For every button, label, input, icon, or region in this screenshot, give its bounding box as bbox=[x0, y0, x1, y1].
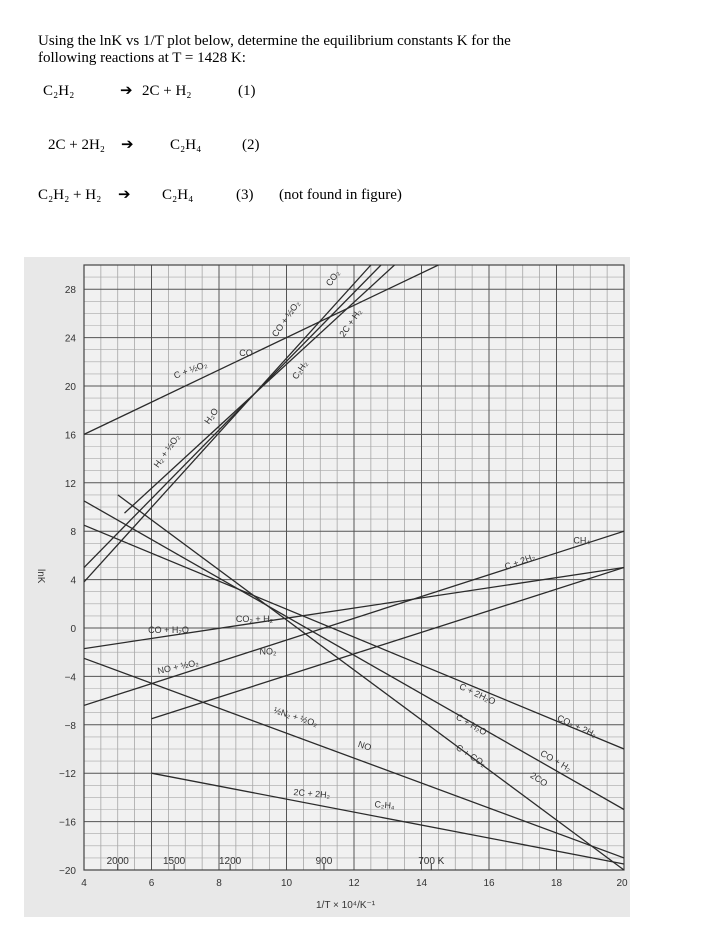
y-tick-label: 28 bbox=[64, 285, 76, 297]
y-axis-label: lnK bbox=[35, 569, 46, 584]
reaction-3-reactants: C₂H₂ + H₂ bbox=[38, 187, 102, 203]
series-label: CO + ½O₂ bbox=[269, 298, 302, 339]
x-tick-label: 16 bbox=[483, 878, 495, 889]
temperature-tick-label: 2000 bbox=[106, 856, 129, 867]
series-label: C + CO₂ bbox=[454, 742, 488, 770]
x-tick-label: 6 bbox=[148, 878, 155, 889]
series-label: 2C + H₂ bbox=[337, 306, 364, 339]
x-tick-label: 10 bbox=[280, 878, 293, 889]
y-tick-label: 8 bbox=[70, 527, 76, 539]
y-tick-label: 0 bbox=[70, 624, 76, 635]
series-label: CO bbox=[239, 347, 253, 358]
series-label: CO + H₂ bbox=[538, 748, 573, 774]
series-label: C + 2H₂O bbox=[457, 681, 498, 707]
y-tick-label: −8 bbox=[64, 720, 76, 732]
y-tick-label: 4 bbox=[70, 575, 76, 587]
reaction-3-products: C₂H₄ bbox=[162, 187, 194, 203]
series-label: CO₂ bbox=[323, 268, 342, 288]
y-tick-label: −20 bbox=[59, 866, 76, 877]
y-tick-label: −16 bbox=[59, 817, 76, 829]
reaction-2-arrow: ➔ bbox=[121, 137, 134, 153]
y-tick-label: 16 bbox=[64, 430, 76, 442]
reaction-3-note: (not found in figure) bbox=[279, 187, 402, 203]
reaction-1-products: 2C + H₂ bbox=[142, 83, 192, 99]
x-tick-label: 12 bbox=[348, 878, 360, 889]
reaction-1-reactants: C₂H₂ bbox=[43, 83, 75, 99]
reaction-3-arrow: ➔ bbox=[118, 187, 131, 203]
series-label: NO + ½O₂ bbox=[156, 657, 200, 676]
series-label: CO₂ + 2H₂ bbox=[555, 712, 599, 740]
series-label: C + H₂O bbox=[454, 711, 489, 738]
y-tick-label: −12 bbox=[59, 769, 76, 781]
y-tick-label: 20 bbox=[64, 382, 76, 393]
series-label: CO₂ + H₂ bbox=[235, 613, 274, 624]
y-tick-label: −4 bbox=[64, 672, 76, 684]
ellingham-chart bbox=[24, 257, 630, 917]
reaction-2-number: (2) bbox=[242, 137, 260, 153]
x-axis-label: 1/T × 10⁴/K⁻¹ bbox=[316, 900, 376, 911]
reaction-2-reactants: 2C + 2H₂ bbox=[48, 137, 106, 153]
question-text bbox=[38, 33, 678, 67]
x-tick-label: 18 bbox=[550, 878, 563, 889]
x-tick-label: 8 bbox=[216, 878, 222, 889]
question-line-1: Using the lnK vs 1/T plot below, determine the equilibrium constants K for the bbox=[38, 33, 511, 49]
question-line-2: following reactions at T = 1428 K: bbox=[38, 50, 246, 66]
x-tick-label: 20 bbox=[616, 878, 628, 889]
series-label: C₂H₄ bbox=[374, 799, 396, 811]
series-label: NO bbox=[356, 738, 373, 753]
x-tick-label: 4 bbox=[81, 878, 87, 889]
series-label: C₂H₂ bbox=[290, 358, 310, 382]
series-label: C + ½O₂ bbox=[172, 359, 209, 381]
series-label: 2CO bbox=[528, 770, 550, 789]
y-tick-label: 24 bbox=[64, 333, 76, 345]
reaction-1-arrow: ➔ bbox=[120, 83, 133, 99]
x-tick-label: 14 bbox=[415, 878, 428, 889]
series-label: H₂ + ½O₂ bbox=[151, 432, 182, 470]
temperature-tick-label: 1500 bbox=[162, 856, 186, 867]
series-label: NO₂ bbox=[259, 646, 277, 657]
temperature-tick-label: 900 bbox=[315, 856, 333, 867]
series-label: ½N₂ + ½O₂ bbox=[272, 705, 319, 729]
temperature-tick-label: 1200 bbox=[219, 856, 242, 867]
reaction-1-number: (1) bbox=[238, 83, 256, 99]
series-label: CH₄ bbox=[573, 535, 591, 546]
series-label: C + 2H₂ bbox=[503, 551, 537, 572]
temperature-tick-label: 700 K bbox=[418, 856, 445, 867]
reaction-3-number: (3) bbox=[236, 187, 254, 203]
reaction-2-products: C₂H₄ bbox=[170, 137, 202, 153]
series-label: 2C + 2H₂ bbox=[293, 787, 331, 801]
series-label: H₂O bbox=[202, 406, 221, 426]
series-label: CO + H₂O bbox=[148, 624, 189, 635]
y-tick-label: 12 bbox=[64, 478, 76, 490]
